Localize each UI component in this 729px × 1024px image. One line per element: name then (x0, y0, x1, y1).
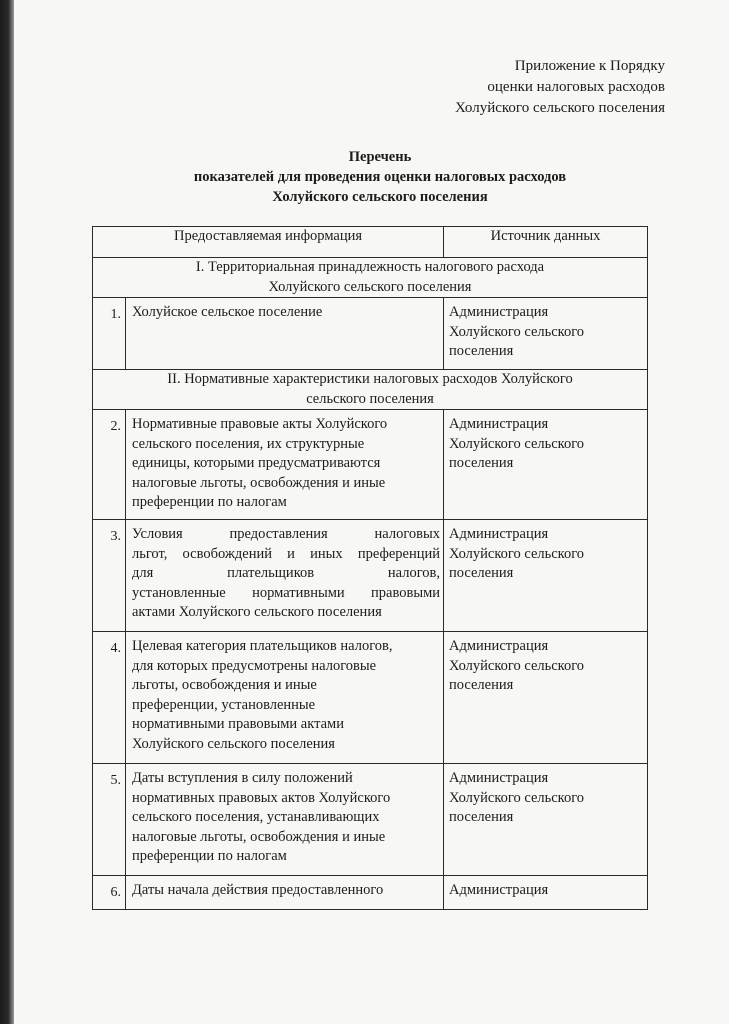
row-source (444, 632, 648, 764)
section-line: сельского поселения (306, 390, 434, 407)
row-info-line: установленные нормативными правовыми (132, 584, 441, 601)
title-line: Перечень (348, 149, 412, 165)
row-source-line: Администрация (449, 882, 549, 898)
row-info (126, 764, 444, 876)
row-source-line: Холуйского сельского (449, 545, 585, 562)
row-source-line: Холуйского сельского (449, 435, 585, 452)
table-header-row (93, 227, 648, 258)
appendix-note (365, 56, 665, 119)
table-row (93, 876, 648, 910)
appendix-line: Приложение к Порядку (514, 58, 665, 74)
row-info-line: преференции по налогам (132, 848, 287, 864)
row-info-line: Даты вступления в силу положений (132, 770, 353, 786)
row-source (444, 764, 648, 876)
row-info-line: преференции, установленные (132, 696, 316, 713)
section-row (93, 258, 648, 298)
row-source-line: Администрация (449, 304, 549, 320)
row-info (126, 876, 444, 910)
table-row (93, 520, 648, 632)
document-title (100, 147, 660, 207)
row-number: 6. (93, 876, 126, 910)
table-row (93, 410, 648, 520)
row-source-line: поселения (449, 455, 514, 471)
row-info-line: нормативных правовых актов Холуйского (132, 789, 391, 806)
row-info-line: Условия предоставления налоговых (132, 526, 441, 542)
row-info (126, 298, 444, 370)
row-source (444, 410, 648, 520)
row-source (444, 520, 648, 632)
row-info-line: налоговые льготы, освобождения и иные (132, 828, 386, 845)
row-number: 3. (93, 520, 126, 632)
row-info-line: налоговые льготы, освобождения и иные (132, 474, 386, 491)
row-info-line: преференции по налогам (132, 494, 287, 510)
row-info-line: для которых предусмотрены налоговые (132, 657, 377, 674)
row-info-line: для плательщиков налогов, (132, 565, 441, 581)
row-info (126, 410, 444, 520)
row-info-line: единицы, которыми предусматриваются (132, 455, 381, 471)
appendix-line: Холуйского сельского поселения (455, 100, 665, 116)
table-row (93, 632, 648, 764)
section-line: II. Нормативные характеристики налоговых расходов Холуйского (167, 371, 573, 387)
row-source (444, 876, 648, 910)
row-info-line: Даты начала действия предоставленного (132, 882, 384, 898)
appendix-line: оценки налоговых расходов (487, 79, 665, 95)
row-source-line: Администрация (449, 770, 549, 786)
row-info-line: Нормативные правовые акты Холуйского (132, 416, 388, 432)
row-info-line: льгот, освобождений и иных преференций (132, 545, 441, 562)
row-info-line: Холуйское сельское поселение (132, 304, 323, 320)
row-number: 1. (93, 298, 126, 370)
section-row (93, 370, 648, 410)
section-heading-2 (93, 370, 648, 410)
row-info-line: нормативными правовыми актами (132, 716, 344, 732)
row-source-line: Администрация (449, 638, 549, 654)
row-source (444, 298, 648, 370)
row-source-line: поселения (449, 565, 514, 581)
row-info-line: Целевая категория плательщиков налогов, (132, 638, 393, 654)
column-header-source: Источник данных (444, 227, 648, 258)
row-source-line: Холуйского сельского (449, 789, 585, 806)
scan-dark-edge (0, 0, 14, 1024)
title-line: показателей для проведения оценки налоговых расходов (193, 169, 567, 185)
row-source-line: поселения (449, 677, 514, 693)
row-info-line: льготы, освобождения и иные (132, 677, 317, 693)
row-info (126, 520, 444, 632)
section-heading-1 (93, 258, 648, 298)
table-row (93, 298, 648, 370)
row-source-line: поселения (449, 343, 514, 359)
row-source-line: Администрация (449, 416, 549, 432)
table-row (93, 764, 648, 876)
section-line: I. Территориальная принадлежность налогового расхода (195, 259, 545, 275)
row-source-line: поселения (449, 809, 514, 825)
section-line: Холуйского сельского поселения (268, 278, 472, 295)
row-source-line: Холуйского сельского (449, 323, 585, 340)
column-header-info: Предоставляемая информация (93, 227, 444, 258)
row-source-line: Администрация (449, 526, 549, 542)
row-number: 5. (93, 764, 126, 876)
row-info-line: сельского поселения, их структурные (132, 435, 365, 452)
row-info (126, 632, 444, 764)
row-number: 2. (93, 410, 126, 520)
row-source-line: Холуйского сельского (449, 657, 585, 674)
row-info-line: сельского поселения, устанавливающих (132, 809, 380, 825)
row-info-line: актами Холуйского сельского поселения (132, 604, 382, 620)
indicators-table (92, 226, 648, 910)
row-info-line: Холуйского сельского поселения (132, 735, 335, 752)
row-number: 4. (93, 632, 126, 764)
title-line: Холуйского сельского поселения (272, 189, 488, 205)
